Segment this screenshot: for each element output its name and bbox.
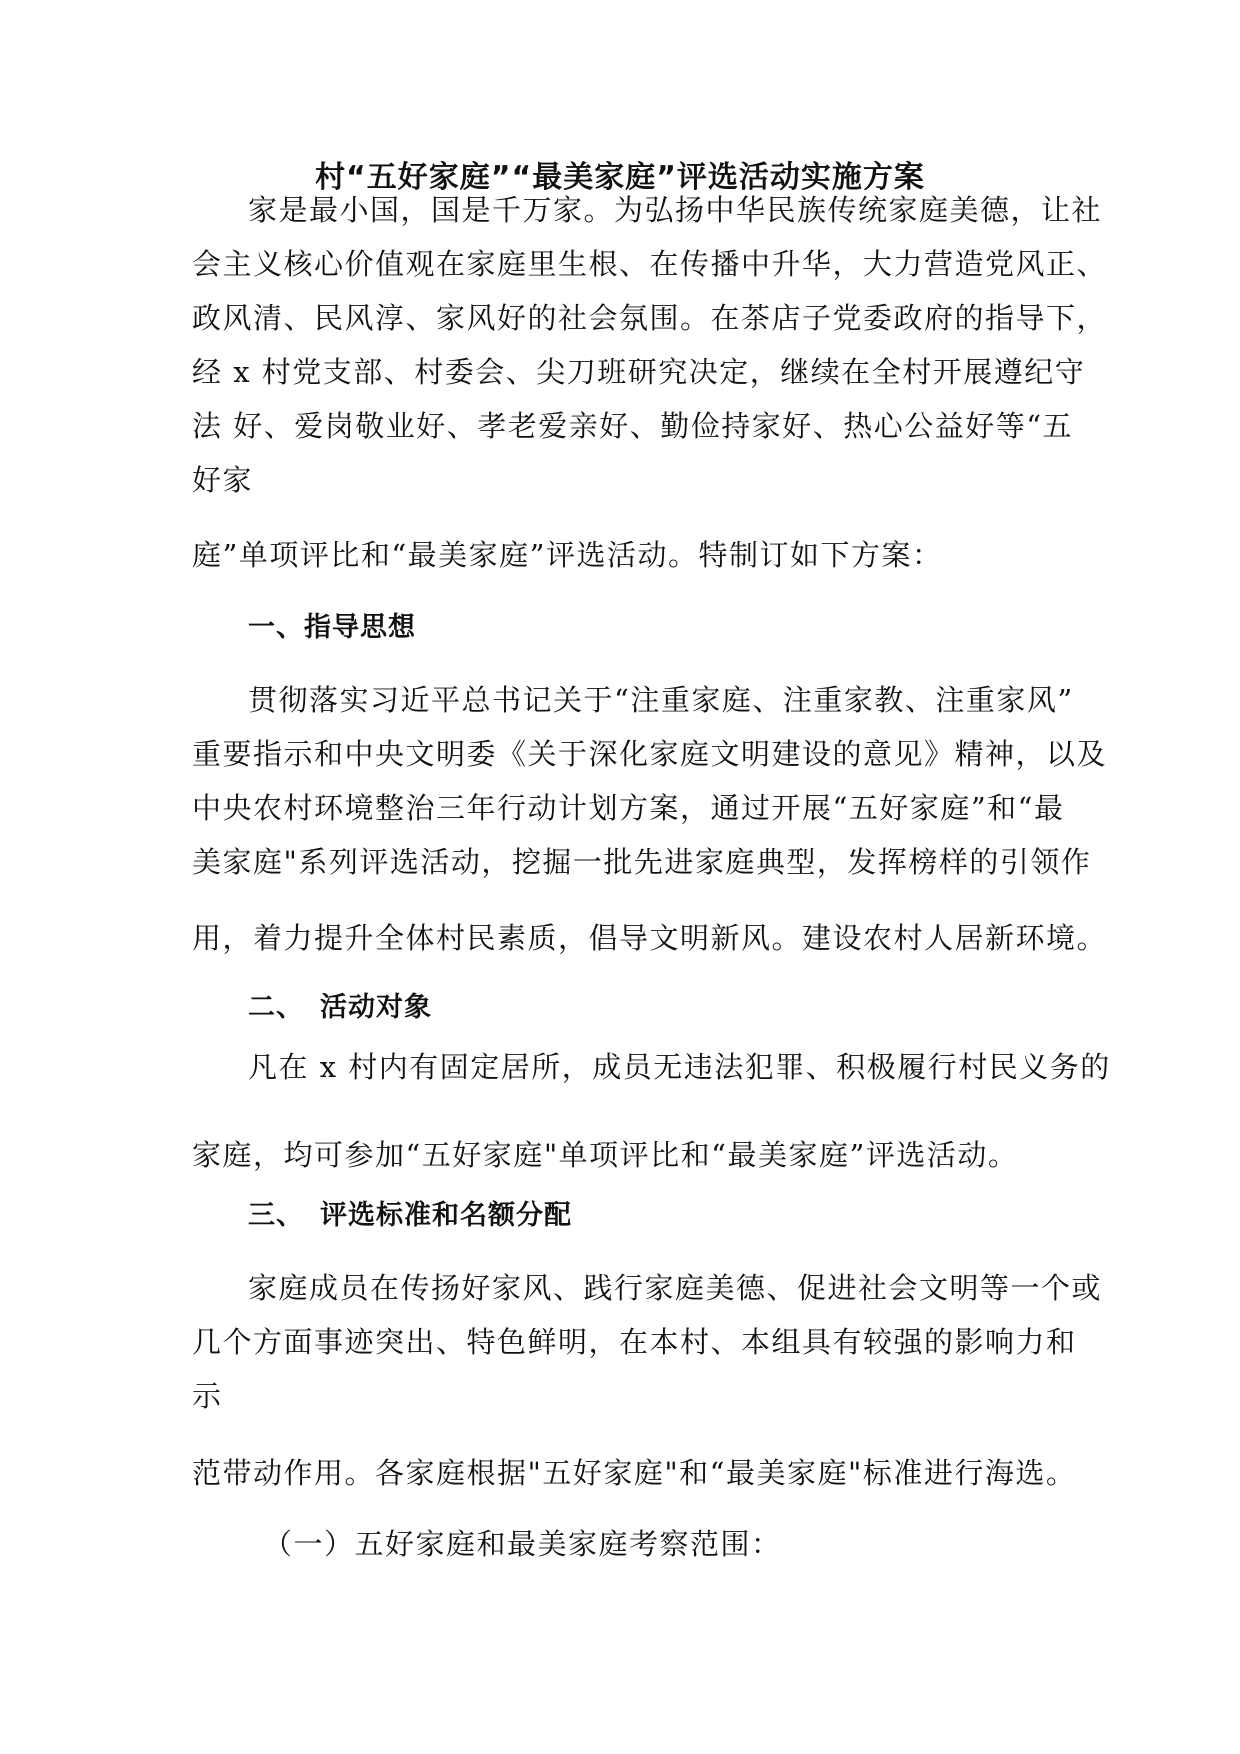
intro-line: 政风清、民风淳、家风好的社会氛围。在茶店子党委政府的指导下， <box>192 301 1108 335</box>
intro-line: 好家 <box>192 463 254 497</box>
intro-line: 庭”单项评比和“最美家庭”评选活动。特制订如下方案： <box>192 538 943 572</box>
subsection-heading: （一）五好家庭和最美家庭考察范围： <box>263 1527 782 1561</box>
section-heading-text: 活动对象 <box>320 992 432 1023</box>
document-title: 村“五好家庭”“最美家庭”评选活动实施方案 <box>315 160 925 195</box>
intro-line: 法 好、爱岗敬业好、孝老爱亲好、勤俭持家好、热心公益好等“五 <box>192 409 1074 443</box>
body-line: 范带动作用。各家庭根据"五好家庭"和“最美家庭"标准进行海选。 <box>192 1456 1077 1490</box>
intro-line: 家是最小国，国是千万家。为弘扬中华民族传统家庭美德，让社 <box>248 193 1103 227</box>
intro-line: 会主义核心价值观在家庭里生根、在传播中升华，大力营造党风正、 <box>192 247 1108 281</box>
body-line: 几个方面事迹突出、特色鲜明，在本村、本组具有较强的影响力和 <box>192 1325 1077 1359</box>
body-line: 贯彻落实习近平总书记关于“注重家庭、注重家教、注重家风” <box>248 683 1074 717</box>
body-line: 用，着力提升全体村民素质，倡导文明新风。建设农村人居新环境。 <box>192 921 1108 955</box>
section-heading <box>248 988 432 1028</box>
body-line: 美家庭"系列评选活动，挖掘一批先进家庭典型，发挥榜样的引领作 <box>192 845 1092 879</box>
section-heading: 一、指导思想 <box>248 612 416 643</box>
body-line: 示 <box>192 1379 223 1413</box>
intro-line: 经 x 村党支部、村委会、尖刀班研究决定，继续在全村开展遵纪守 <box>192 355 1086 389</box>
body-line: 中央农村环境整治三年行动计划方案，通过开展“五好家庭”和“最 <box>192 791 1065 825</box>
section-number: 三、 <box>248 1200 304 1231</box>
section-number: 二、 <box>248 992 304 1023</box>
body-line: 凡在 x 村内有固定居所，成员无违法犯罪、积极履行村民义务的 <box>248 1050 1111 1084</box>
body-line: 家庭，均可参加“五好家庭"单项评比和“最美家庭”评选活动。 <box>192 1138 1019 1172</box>
section-heading-text: 评选标准和名额分配 <box>320 1200 572 1231</box>
body-line: 重要指示和中央文明委《关于深化家庭文明建设的意见》精神，以及 <box>192 737 1108 771</box>
body-line: 家庭成员在传扬好家风、践行家庭美德、促进社会文明等一个或 <box>248 1271 1103 1305</box>
section-heading <box>248 1196 572 1236</box>
